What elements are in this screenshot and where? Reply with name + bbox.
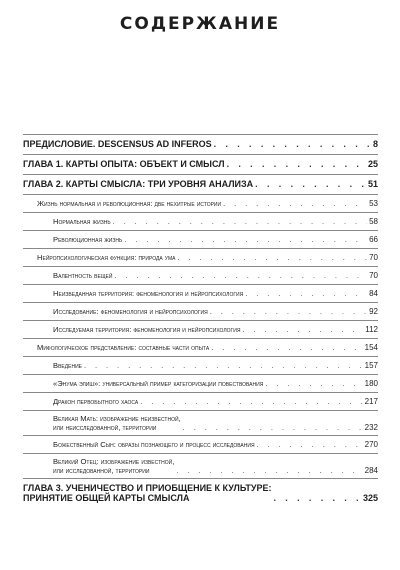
dot-leader [242, 324, 363, 335]
toc-entry-subsection[interactable] [23, 393, 378, 410]
dot-leader [255, 179, 366, 190]
toc-entry-title: Нормальная жизнь [53, 217, 111, 226]
toc-entry-preface[interactable] [23, 135, 378, 154]
toc-entry-page: 154 [364, 343, 378, 352]
dot-leader [114, 270, 367, 281]
dot-leader [210, 306, 367, 317]
toc-entry-page: 8 [372, 139, 378, 149]
toc-entry-section[interactable] [23, 195, 378, 212]
toc-entry-subsection[interactable] [23, 213, 378, 230]
toc-entry-title: Исследование: феноменология и нейропсихология [53, 307, 208, 316]
toc-entry-title: ПРЕДИСЛОВИЕ. DESCENSUS AD INFEROS [23, 139, 212, 149]
dot-leader [257, 439, 363, 450]
dot-leader [223, 198, 367, 209]
toc-entry-page: 217 [364, 397, 378, 406]
toc-entry-title-line-2: или исследованной, территории [53, 466, 150, 475]
dot-leader [227, 159, 366, 170]
toc-entry-subsection[interactable] [23, 303, 378, 320]
toc-entry-section[interactable] [23, 249, 378, 266]
toc-entry-page: 270 [364, 440, 378, 449]
toc-entry-title: «Энума элиш»: универсальный пример категоризации повествования [53, 379, 264, 388]
toc-entry-chapter-3[interactable] [23, 479, 378, 507]
toc-entry-section[interactable] [23, 339, 378, 356]
toc-entry-title-line-1: Великая Мать: изображение неизвестной, [53, 414, 181, 423]
toc-entry-title: ГЛАВА 1. КАРТЫ ОПЫТА: ОБЪЕКТ И СМЫСЛ [23, 159, 225, 169]
dot-leader [211, 342, 362, 353]
toc-entry-page: 232 [364, 423, 378, 432]
toc-entry-subsection[interactable] [23, 267, 378, 284]
toc-entry-title: Нейропсихологическая функция: природа ума [37, 253, 176, 262]
toc-entry-page: 84 [369, 289, 378, 298]
toc-entry-subsection[interactable] [23, 321, 378, 338]
toc-entry-title: Валентность вещей [53, 271, 113, 280]
toc-entry-chapter-2[interactable] [23, 175, 378, 194]
toc-entry-page: 51 [367, 179, 378, 189]
toc-entry-subsection[interactable] [23, 375, 378, 392]
dot-leader [176, 466, 362, 475]
dot-leader [245, 288, 367, 299]
toc-entry-title-line-2: или неисследованной, территории [53, 423, 157, 432]
toc-entry-title: Жизнь нормальная и революционная: две нехитрые истории [37, 199, 222, 208]
toc-entry-title: ГЛАВА 2. КАРТЫ СМЫСЛА: ТРИ УРОВНЯ АНАЛИЗА [23, 179, 254, 189]
toc-entry-title-line-1: Великий Отец: изображение известной, [53, 457, 175, 466]
dot-leader [113, 216, 367, 227]
toc-entry-page: 112 [365, 325, 378, 334]
toc-entry-page: 70 [369, 271, 378, 280]
toc-entry-page: 325 [362, 493, 378, 503]
toc-entry-subsection[interactable] [23, 231, 378, 248]
toc-entry-title-line-1: ГЛАВА 3. УЧЕНИЧЕСТВО И ПРИОБЩЕНИЕ К КУЛЬТУРЕ: [23, 483, 272, 493]
toc-entry-title: Дракон первобытного хаоса [53, 397, 139, 406]
toc-entry-page: 92 [369, 307, 378, 316]
dot-leader [140, 396, 362, 407]
toc-entry-subsection[interactable] [23, 285, 378, 302]
toc-entry-page: 25 [367, 159, 378, 169]
toc-entry-title: Божественный Сын: образы познающего и процесс исследования [53, 440, 255, 449]
toc-entry-title: Введение [53, 361, 82, 370]
toc-entry-title: Исследуемая территория: феноменология и нейропсихология [53, 325, 241, 334]
toc-entry-subsection[interactable] [23, 411, 378, 435]
toc-entry-page: 58 [369, 217, 378, 226]
toc-entry-chapter-1[interactable] [23, 155, 378, 174]
dot-leader [84, 360, 363, 371]
page-title: СОДЕРЖАНИЕ [119, 14, 281, 34]
toc-entry-subsection[interactable] [23, 454, 378, 478]
toc-entry-page: 53 [369, 199, 378, 208]
toc-entry-title-line-2: ПРИНЯТИЕ ОБЩЕЙ КАРТЫ СМЫСЛА [23, 493, 190, 503]
toc-entry-subsection[interactable] [23, 357, 378, 374]
dot-leader [183, 423, 363, 432]
toc-entry-page: 70 [369, 253, 378, 262]
dot-leader [273, 493, 360, 503]
dot-leader [124, 234, 367, 245]
dot-leader [265, 378, 362, 389]
toc-entry-title: Неизведанная территория: феноменология и нейропсихология [53, 289, 244, 298]
toc-entry-page: 180 [364, 379, 378, 388]
toc-entry-subsection[interactable] [23, 436, 378, 453]
toc-entry-title: Революционная жизнь [53, 235, 123, 244]
toc-entry-title: Мифологическое представление: составные части опыта [37, 343, 210, 352]
toc-entry-page: 284 [364, 466, 378, 475]
toc-entry-page: 157 [364, 361, 378, 370]
toc-entry-page: 66 [369, 235, 378, 244]
table-of-contents [23, 134, 378, 507]
dot-leader [214, 139, 371, 150]
dot-leader [177, 252, 367, 263]
